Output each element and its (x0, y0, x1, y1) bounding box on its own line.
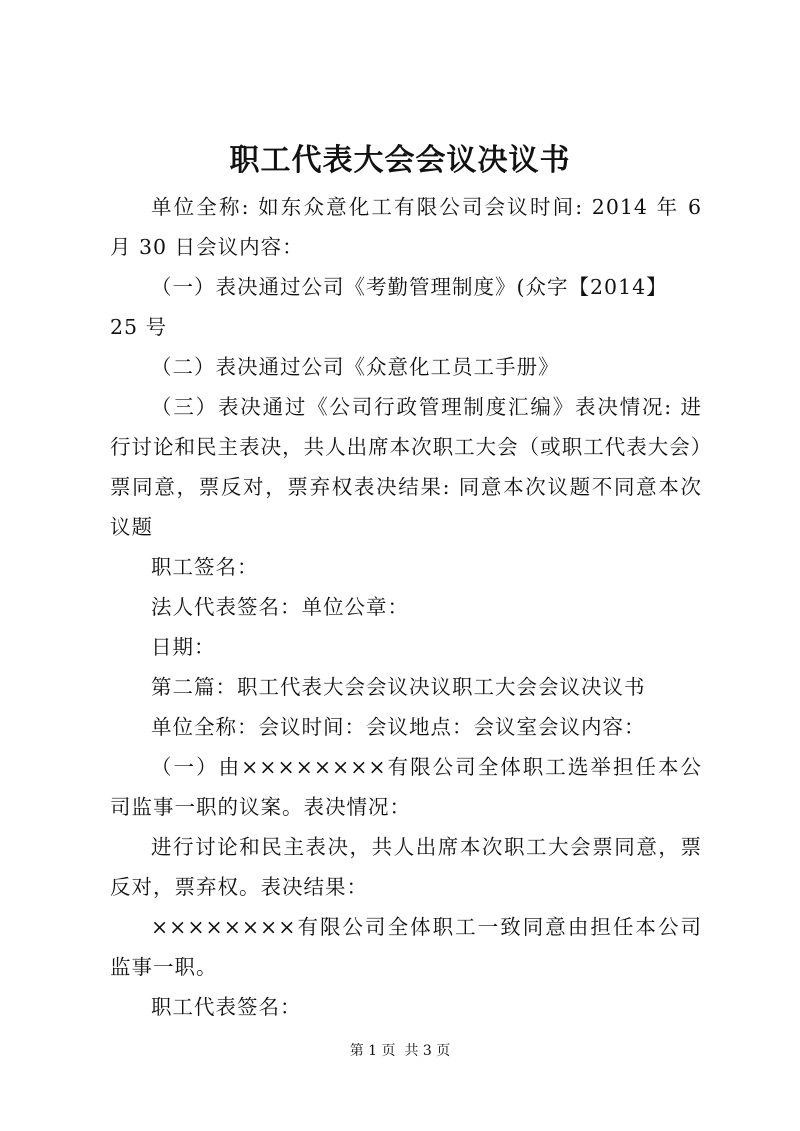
paragraph-legal-rep-signature: 法人代表签名：单位公章： (151, 595, 409, 619)
paragraph-item-2: （二）表决通过公司《众意化工员工手册》 (151, 355, 560, 379)
paragraph-second-part-heading: 第二篇：职工代表大会会议决议职工大会会议决议书 (151, 675, 646, 699)
paragraph-unit-info: 单位全称: 如东众意化工有限公司会议时间: 2014 年 6 月 30 日会议内容： (110, 195, 702, 259)
page-footer (0, 1042, 800, 1060)
paragraph-date: 日期： (151, 635, 216, 659)
paragraph-motion: （一）由××××××××有限公司全体职工选举担任本公司监事一职的议案。表决情况： (110, 755, 702, 819)
page-number-label: 第 1 页 共 3 页 (349, 1043, 451, 1059)
paragraph-staff-signature: 职工签名： (151, 555, 259, 579)
paragraph-item-3: （三）表决通过《公司行政管理制度汇编》表决情况: 进行讨论和民主表决，共人出席本次职工大会（或职工代表大会）票同意，票反对，票弃权表决结果: 同意本次议题不同意本次议题 (110, 395, 702, 539)
document-title: 职工代表大会会议决议书 (229, 143, 571, 178)
paragraph-item-1-number: 25 号 (110, 315, 168, 339)
paragraph-voting: 进行讨论和民主表决，共人出席本次职工大会票同意，票反对，票弃权。表决结果： (110, 835, 702, 899)
paragraph-item-1: （一）表决通过公司《考勤管理制度》(众字【2014】 (151, 275, 668, 299)
paragraph-result: ××××××××有限公司全体职工一致同意由担任本公司监事一职。 (110, 915, 702, 979)
paragraph-meeting-info: 单位全称：会议时间：会议地点：会议室会议内容： (151, 715, 646, 739)
paragraph-representative-signature: 职工代表签名： (151, 995, 302, 1019)
document-body (110, 187, 702, 1027)
